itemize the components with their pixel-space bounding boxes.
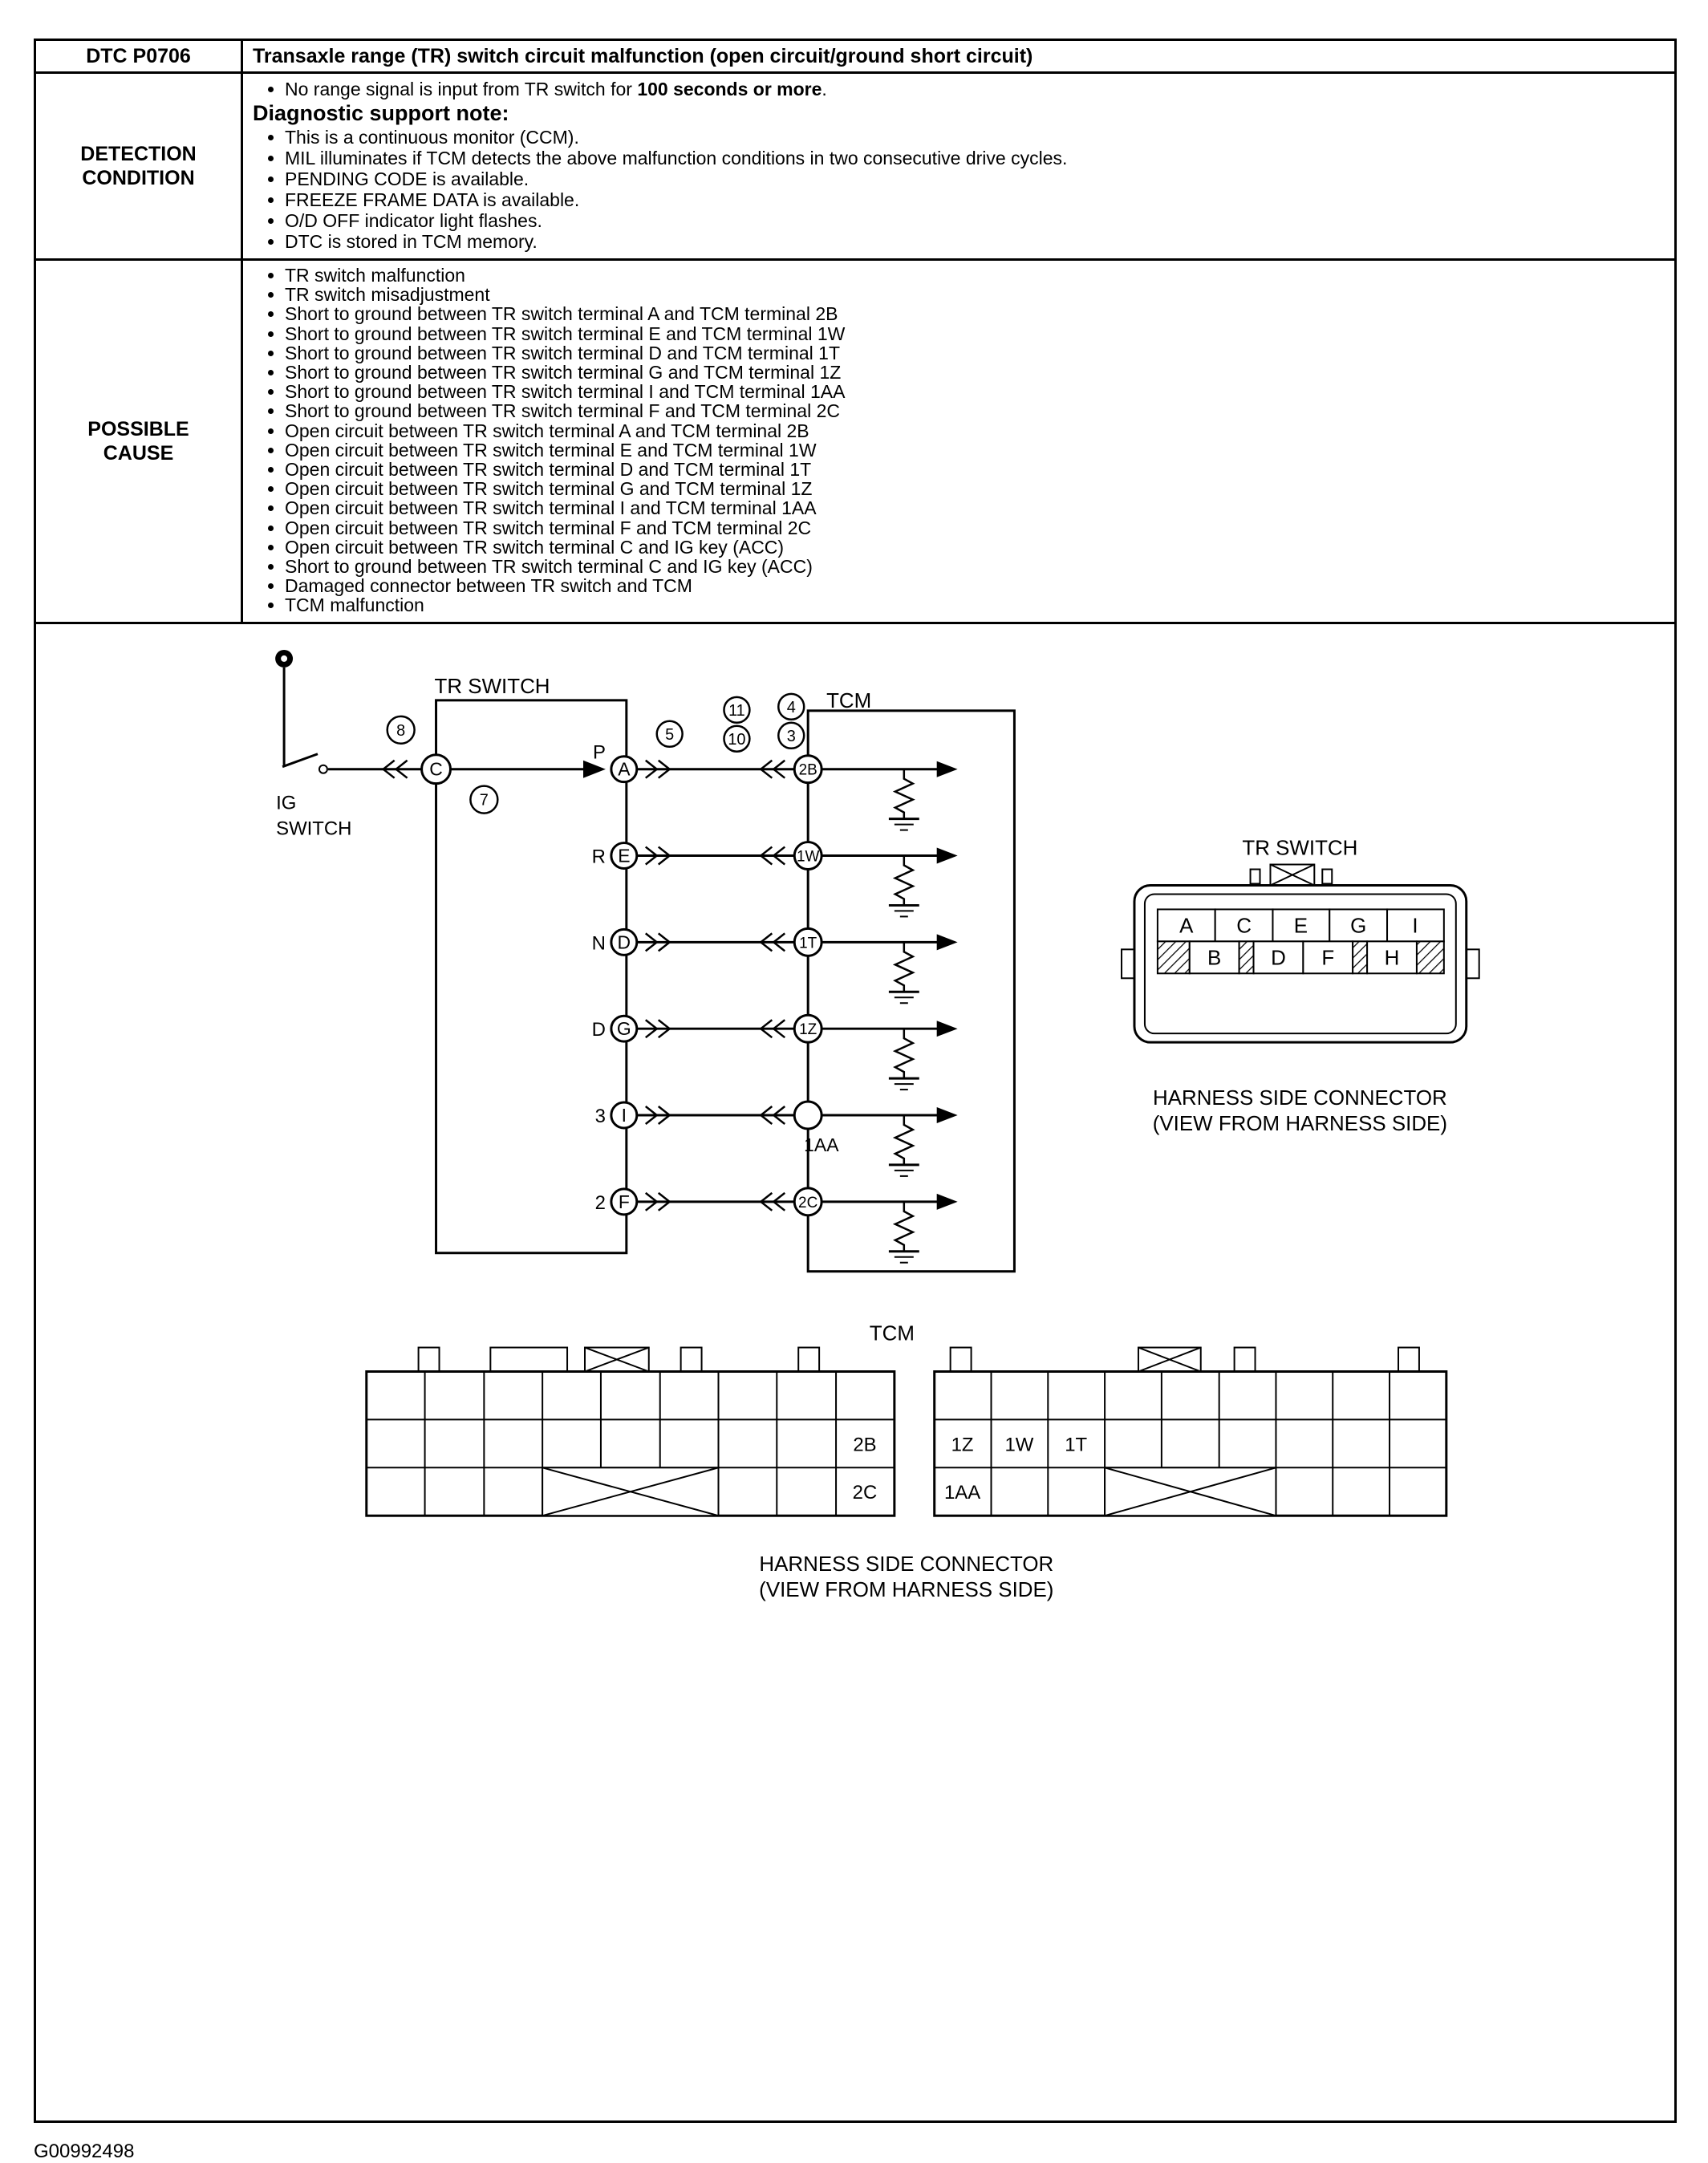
pin-g: G xyxy=(1350,915,1367,938)
pin-c: C xyxy=(1236,915,1252,938)
svg-text:8: 8 xyxy=(396,721,406,740)
tcm-terminal-label: 1T xyxy=(799,934,817,952)
tr-terminal-letter: A xyxy=(618,758,631,780)
detection-item-post: . xyxy=(822,79,827,99)
tr-terminal-letter: G xyxy=(616,1017,631,1039)
possible-cause-item: • Open circuit between TR switch terminal I and TCM terminal 1AA xyxy=(285,498,1663,517)
svg-text:C: C xyxy=(429,758,443,780)
tcm-connector-caption-line1: HARNESS SIDE CONNECTOR xyxy=(759,1552,1054,1576)
tcm-terminal xyxy=(794,1102,822,1129)
tcm-harness-connector xyxy=(367,1322,1446,1601)
tcm-box xyxy=(808,689,1014,1271)
wiring-diagram-svg xyxy=(36,624,1674,2120)
possible-cause-item: • Open circuit between TR switch terminal E and TCM terminal 1W xyxy=(285,440,1663,460)
ig-switch-label-line1: IG xyxy=(276,792,297,814)
callout-8 xyxy=(387,716,415,743)
possible-cause-item: • Short to ground between TR switch terminal F and TCM terminal 2C xyxy=(285,401,1663,420)
gear-label: P xyxy=(592,741,606,764)
pin-f: F xyxy=(1321,946,1335,969)
resistor xyxy=(895,1201,913,1251)
wiring-diagram xyxy=(34,624,1677,2123)
possible-cause-item: • Open circuit between TR switch terminal G and TCM terminal 1Z xyxy=(285,479,1663,498)
resistor xyxy=(895,942,913,992)
possible-cause-label: POSSIBLE CAUSE xyxy=(35,260,242,623)
tr-terminal-letter: D xyxy=(617,931,631,953)
detection-note-item: • O/D OFF indicator light flashes. xyxy=(285,210,1663,231)
tr-connector-caption-line2: (VIEW FROM HARNESS SIDE) xyxy=(1152,1112,1447,1135)
tcm-terminal-label: 1AA xyxy=(804,1134,839,1155)
tr-connector-title: TR SWITCH xyxy=(1242,837,1358,860)
tcm-connector-title: TCM xyxy=(869,1322,915,1345)
circuit-row-r xyxy=(592,842,958,916)
detection-item-pre: No range signal is input from TR switch for xyxy=(285,79,638,99)
tr-switch-title: TR SWITCH xyxy=(434,675,550,698)
svg-text:7: 7 xyxy=(479,791,489,810)
pin-i: I xyxy=(1412,915,1418,938)
tcm-pin-1z: 1Z xyxy=(951,1433,974,1456)
pin-h: H xyxy=(1384,946,1400,969)
tr-terminal-letter: F xyxy=(618,1191,630,1212)
tcm-terminal-label: 2B xyxy=(798,761,817,779)
detection-note-item: • PENDING CODE is available. xyxy=(285,168,1663,189)
possible-cause-item: • Open circuit between TR switch terminal F and TCM terminal 2C xyxy=(285,518,1663,538)
possible-cause-item: • Short to ground between TR switch terminal G and TCM terminal 1Z xyxy=(285,363,1663,382)
gear-label: 3 xyxy=(594,1105,606,1127)
detection-note-list xyxy=(253,127,1663,252)
connector-bottom-row xyxy=(1158,941,1444,973)
diagnostic-note-header: Diagnostic support note: xyxy=(253,101,509,125)
tcm-connector-right-block xyxy=(935,1347,1446,1516)
svg-text:11: 11 xyxy=(728,701,745,720)
detection-note-item: • This is a continuous monitor (CCM). xyxy=(285,127,1663,148)
tcm-title: TCM xyxy=(826,689,872,712)
signal-arrow xyxy=(937,1021,958,1037)
tcm-connector-caption-line2: (VIEW FROM HARNESS SIDE) xyxy=(759,1578,1054,1601)
dtc-code: DTC P0706 xyxy=(35,40,242,73)
detection-note-item: • MIL illuminates if TCM detects the above malfunction conditions in two consecutive drive cycles. xyxy=(285,148,1663,168)
possible-cause-item: • TCM malfunction xyxy=(285,595,1663,615)
tcm-pin-1aa: 1AA xyxy=(943,1481,981,1504)
dtc-title: Transaxle range (TR) switch circuit malfunction (open circuit/ground short circuit) xyxy=(242,40,1676,73)
tcm-pin-1t: 1T xyxy=(1065,1433,1088,1456)
connector-right-tab xyxy=(1467,949,1479,978)
battery-symbol xyxy=(275,650,293,668)
possible-cause-item: • Open circuit between TR switch terminal C and IG key (ACC) xyxy=(285,538,1663,557)
tr-terminal-letter: E xyxy=(618,845,631,866)
wiring-schematic xyxy=(275,650,1014,1272)
tcm-terminal-label: 1W xyxy=(796,848,820,866)
svg-text:5: 5 xyxy=(665,725,675,744)
gear-label: D xyxy=(591,1018,606,1041)
possible-cause-row xyxy=(35,260,1676,623)
detection-condition-row xyxy=(35,73,1676,260)
gear-label: 2 xyxy=(594,1191,606,1214)
signal-arrow xyxy=(937,1194,958,1210)
pin-d: D xyxy=(1271,946,1286,969)
ig-switch-label-line2: SWITCH xyxy=(276,818,352,840)
detection-note-item: • DTC is stored in TCM memory. xyxy=(285,231,1663,252)
circuit-row-p xyxy=(593,741,958,830)
ig-terminal-c xyxy=(422,754,451,783)
tcm-pin-1w: 1W xyxy=(1004,1433,1034,1456)
signal-arrow xyxy=(937,934,958,950)
tr-terminal-letter: I xyxy=(621,1104,627,1126)
pin-a: A xyxy=(1179,915,1194,938)
circuit-row-3 xyxy=(595,1102,958,1176)
resistor xyxy=(895,1029,913,1078)
svg-text:10: 10 xyxy=(728,730,746,749)
resistor xyxy=(895,855,913,905)
possible-cause-item: • Short to ground between TR switch terminal C and IG key (ACC) xyxy=(285,557,1663,576)
callout-5 xyxy=(657,720,683,746)
pin-e: E xyxy=(1293,915,1308,938)
signal-arrow xyxy=(937,761,958,777)
possible-cause-content xyxy=(242,260,1676,623)
tcm-terminal-label: 2C xyxy=(798,1194,818,1211)
detection-first-list xyxy=(253,79,1663,99)
resistor xyxy=(895,769,913,818)
figure-id: G00992498 xyxy=(34,2140,135,2162)
svg-text:4: 4 xyxy=(786,698,796,716)
possible-cause-item: • Short to ground between TR switch terminal I and TCM terminal 1AA xyxy=(285,382,1663,401)
callout-11 xyxy=(724,697,749,723)
connector-top-tab xyxy=(1251,864,1333,885)
circuit-row-n xyxy=(592,928,958,1003)
circuit-row-d xyxy=(592,1015,958,1090)
possible-cause-item: • Short to ground between TR switch terminal D and TCM terminal 1T xyxy=(285,343,1663,363)
tr-connector-caption-line1: HARNESS SIDE CONNECTOR xyxy=(1152,1086,1447,1110)
detection-item-bold: 100 seconds or more xyxy=(637,79,822,99)
ig-switch-symbol xyxy=(282,753,327,773)
resistor xyxy=(895,1115,913,1165)
gear-label: R xyxy=(591,846,606,868)
dtc-table xyxy=(34,39,1677,624)
tcm-pin-2c: 2C xyxy=(852,1481,878,1504)
svg-text:3: 3 xyxy=(786,727,796,745)
tcm-terminal-label: 1Z xyxy=(799,1021,817,1038)
possible-cause-item: • Short to ground between TR switch terminal E and TCM terminal 1W xyxy=(285,324,1663,343)
detection-condition-label: DETECTION CONDITION xyxy=(35,73,242,260)
tcm-pin-2b: 2B xyxy=(853,1433,877,1456)
circuit-row-2 xyxy=(595,1188,958,1263)
callout-10 xyxy=(724,725,749,751)
pin-b: B xyxy=(1207,946,1222,969)
callout-7 xyxy=(470,785,497,813)
connector-top-row xyxy=(1158,909,1444,941)
detection-note-item: • FREEZE FRAME DATA is available. xyxy=(285,189,1663,210)
possible-cause-item: • TR switch misadjustment xyxy=(285,285,1663,304)
callout-3 xyxy=(778,722,804,748)
gear-label: N xyxy=(591,931,606,955)
possible-cause-item: • TR switch malfunction xyxy=(285,266,1663,285)
dtc-header-row xyxy=(35,40,1676,73)
signal-arrow xyxy=(937,1107,958,1123)
tr-harness-connector xyxy=(1122,837,1479,1134)
detection-item-range-signal xyxy=(285,79,1663,99)
connector-left-tab xyxy=(1122,949,1134,978)
possible-cause-item: • Short to ground between TR switch terminal A and TCM terminal 2B xyxy=(285,304,1663,323)
signal-arrow xyxy=(937,847,958,863)
possible-cause-item: • Open circuit between TR switch terminal A and TCM terminal 2B xyxy=(285,421,1663,440)
possible-cause-list xyxy=(253,266,1663,615)
callout-4 xyxy=(778,694,804,720)
possible-cause-item: • Damaged connector between TR switch and TCM xyxy=(285,576,1663,595)
detection-condition-content xyxy=(242,73,1676,260)
possible-cause-item: • Open circuit between TR switch terminal D and TCM terminal 1T xyxy=(285,460,1663,479)
tcm-connector-left-block xyxy=(367,1347,895,1516)
